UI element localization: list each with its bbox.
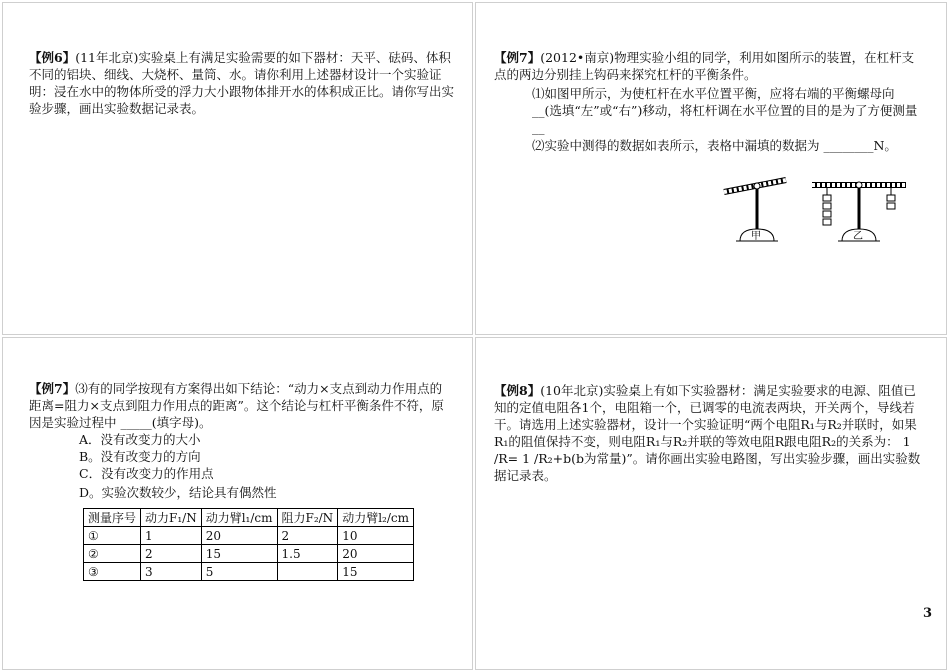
lever-figure bbox=[720, 171, 920, 255]
table-cell bbox=[277, 563, 338, 581]
table-row bbox=[84, 563, 414, 581]
page-number: 3 bbox=[922, 606, 932, 621]
table-cell: ③ bbox=[84, 563, 141, 581]
table-cell: 1 bbox=[141, 527, 202, 545]
example6-text: 【例6】(11年北京)实验桌上有满足实验需要的如下器材：天平、砝码、体积不同的铝块、细线、大烧杯、量筒、水。请你利用上述器材设计一个实验证明：浸在水中的物体所受的浮力大小跟物体排开水的体积成正比。请你写出实验步骤，画出实验数据记录表。 bbox=[29, 50, 455, 116]
table-cell: 20 bbox=[338, 545, 414, 563]
example7-question1: ⑴如图甲所示，为使杠杆在水平位置平衡，应将右端的平衡螺母向__(选填“左”或“右”)移动，将杠杆调在水平位置的目的是为了方便测量__ bbox=[532, 86, 918, 135]
table-cell: ② bbox=[84, 545, 141, 563]
example7-question2: ⑵实验中测得的数据如表所示，表格中漏填的数据为 ________N。 bbox=[532, 138, 897, 153]
example7-part3-panel bbox=[2, 337, 473, 670]
lever-a-label: 甲 bbox=[751, 231, 761, 242]
option-d: D。实验次数较少，结论具有偶然性 bbox=[79, 485, 277, 500]
data-table bbox=[83, 508, 414, 581]
table-row bbox=[84, 527, 414, 545]
table-cell: 15 bbox=[201, 545, 277, 563]
example8-panel bbox=[475, 337, 947, 670]
table-header: 阻力F₂/N bbox=[277, 509, 338, 527]
option-b: B。没有改变力的方向 bbox=[79, 449, 201, 464]
table-cell: 10 bbox=[338, 527, 414, 545]
table-header: 测量序号 bbox=[84, 509, 141, 527]
table-cell: 15 bbox=[338, 563, 414, 581]
table-cell: 3 bbox=[141, 563, 202, 581]
table-cell: ① bbox=[84, 527, 141, 545]
example8-text: 【例8】(10年北京)实验桌上有如下实验器材：满足实验要求的电源、阻值已知的定值电阻各1个，电阻箱一个，已调零的电流表两块，开关两个，导线若干。请选用上述实验器材，设计一个实验证明“两个电阻R₁与R₂并联时，如果R₁的阻值保持不变，则电阻R₁与R₂并联的等效电阻R跟电阻R₂的关系为： 1 /R= 1 /R₂+b(b为常量)”。请你画出实验电路图，写出实验步骤，画出实验数据记录表。 bbox=[494, 383, 921, 483]
example7-intro: 【例7】(2012•南京)物理实验小组的同学，利用如图所示的装置，在杠杆支点的两边分别挂上钩码来探究杠杆的平衡条件。 bbox=[494, 50, 915, 82]
table-cell: 5 bbox=[201, 563, 277, 581]
table-header: 动力臂l₂/cm bbox=[338, 509, 414, 527]
table-header: 动力臂l₁/cm bbox=[201, 509, 277, 527]
example8-tag: 【例8】 bbox=[494, 383, 541, 398]
table-header-row bbox=[84, 509, 414, 527]
example7-tag: 【例7】 bbox=[494, 50, 541, 65]
table-header: 动力F₁/N bbox=[141, 509, 202, 527]
lever-b-label: 乙 bbox=[853, 231, 863, 242]
example7-part3-tag: 【例7】 bbox=[29, 381, 76, 396]
option-c: C．没有改变力的作用点 bbox=[79, 466, 214, 481]
table-cell: 20 bbox=[201, 527, 277, 545]
example7-part3-text: 【例7】⑶有的同学按现有方案得出如下结论：“动力×支点到动力作用点的距离=阻力×支点到阻力作用点的距离”。这个结论与杠杆平衡条件不符，原因是实验过程中 _____(填字母)。 bbox=[29, 381, 444, 430]
table-cell: 1.5 bbox=[277, 545, 338, 563]
example6-panel bbox=[2, 2, 473, 335]
example6-tag: 【例6】 bbox=[29, 50, 76, 65]
table-cell: 2 bbox=[277, 527, 338, 545]
option-a: A．没有改变力的大小 bbox=[79, 432, 201, 447]
example7-part1-panel bbox=[475, 2, 947, 335]
table-row bbox=[84, 545, 414, 563]
table-cell: 2 bbox=[141, 545, 202, 563]
